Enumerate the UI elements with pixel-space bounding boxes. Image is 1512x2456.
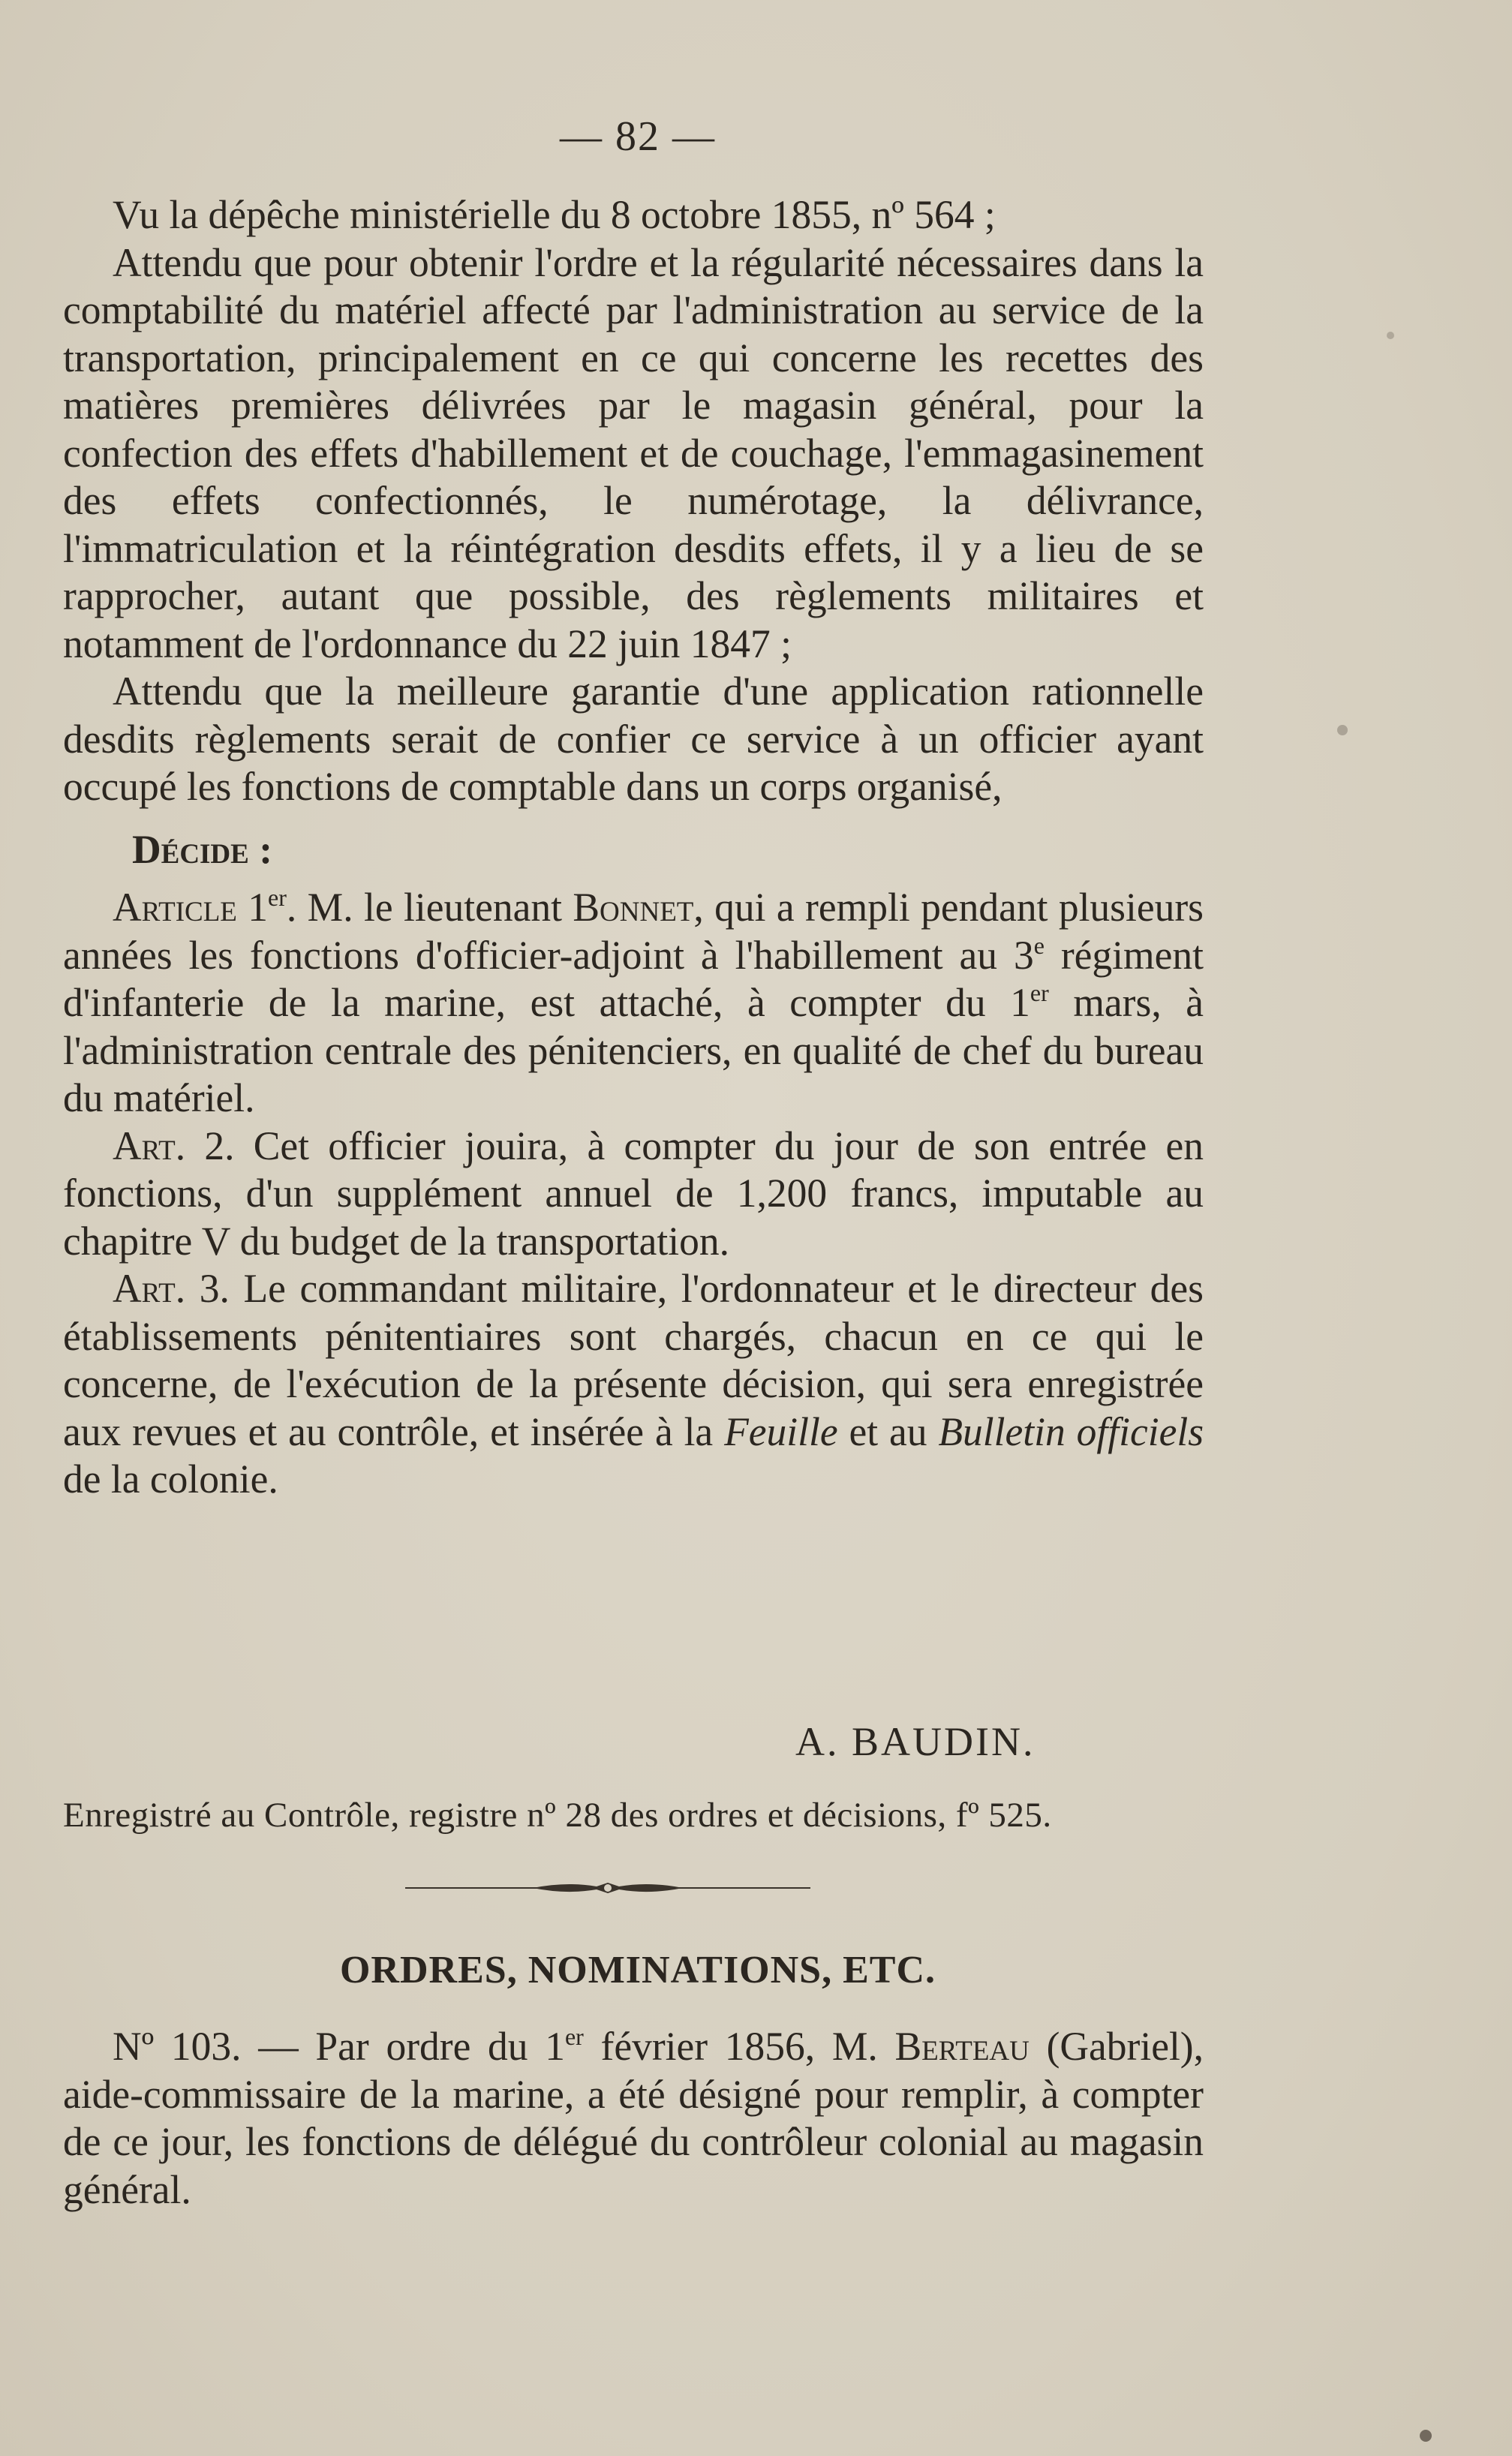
paragraph-attendu-2 <box>63 668 1204 811</box>
article-1-sup2: e <box>1033 931 1045 959</box>
section-title: ORDRES, NOMINATIONS, ETC. <box>339 1949 936 1992</box>
article-2 <box>63 1123 1204 1266</box>
paragraph-vu-text: Vu la dépêche ministérielle du 8 octobre 1855, nº 564 ; <box>113 192 996 237</box>
article-1-mid2: régiment d'infanterie de la marine, est attaché, à compter du 1 <box>63 932 1204 1025</box>
paper-speck <box>1337 725 1348 735</box>
article-2-heading: Art. 2. <box>113 1123 235 1168</box>
article-1-end: mars, à l'administration centrale des pénitenciers, en qualité de chef du bureau du matériel. <box>63 980 1204 1120</box>
page-number: — 82 — <box>560 113 716 160</box>
article-1-mid1: , qui a rempli pendant plusieurs années les fonctions d'officier-adjoint à l'habillement au 3 <box>63 885 1204 978</box>
order-paragraph <box>63 2023 1204 2214</box>
article-1-heading: Article 1 <box>113 885 269 930</box>
article-3-and: et au <box>837 1408 939 1454</box>
article-1-pre: . M. le lieutenant <box>286 885 573 930</box>
signature: A. BAUDIN. <box>795 1719 1036 1764</box>
paper-speck <box>1387 332 1394 339</box>
decision-body <box>63 191 1204 1504</box>
order-pre: — Par ordre du 1 <box>241 2024 565 2069</box>
order-end: (Gabriel), aide-commissaire de la marine, a été désigné pour remplir, à compter de ce jour, les fonctions de délégué du contrôleur colonial au magasin général. <box>63 2024 1204 2212</box>
article-3-heading: Art. 3. <box>113 1266 230 1311</box>
decide-heading: Décide : <box>132 826 273 872</box>
order-number: Nº 103. <box>113 2024 242 2069</box>
ornament-divider-icon <box>405 1878 810 1898</box>
article-1-sup3: er <box>1030 979 1049 1006</box>
paragraph-attendu-1-text: Attendu que pour obtenir l'ordre et la régularité nécessaires dans la comptabilité du matériel affecté par l'administration au service de la transportation, principalement en ce qui concerne les recettes des matières premières délivrées par le magasin général, pour la confection des effets d'habillement et de couchage, l'emmagasinement des effets confectionnés, le numérotage, la délivrance, l'immatriculation et la réintégration desdits effets, il y a lieu de se rapprocher, autant que possible, des règlements militaires et notamment de l'ordonnance du 22 juin 1847 ; <box>63 239 1204 666</box>
order-name: Berteau <box>894 2024 1030 2069</box>
article-1-sup: er <box>268 884 287 911</box>
paragraph-attendu-2-text: Attendu que la meilleure garantie d'une application rationnelle desdits règlements serait de confier ce service à un officier ayant occupé les fonctions de comptable dans un corps organisé, <box>63 669 1204 809</box>
article-1-name: Bonnet <box>573 885 694 930</box>
article-3-bulletin: Bulletin officiels <box>938 1408 1204 1454</box>
registration-note: Enregistré au Contrôle, registre nº 28 des ordres et décisions, fº 525. <box>63 1796 1052 1835</box>
order-mid: février 1856, M. <box>583 2024 895 2069</box>
article-3-feuille: Feuille <box>724 1408 838 1454</box>
paper-speck <box>1420 2430 1432 2442</box>
article-1 <box>63 884 1204 1123</box>
paragraph-vu <box>63 191 1204 239</box>
article-3 <box>63 1265 1204 1504</box>
article-3-text: Le commandant militaire, l'ordonnateur et le directeur des établissements pénitentiaires sont chargés, chacun en ce qui le concerne, de l'exécution de la présente décision, qui sera enregistrée aux revues et au contrôle, et insérée à la <box>63 1266 1204 1454</box>
order-body <box>63 2023 1204 2214</box>
order-sup: er <box>564 2023 584 2050</box>
paragraph-attendu-1 <box>63 239 1204 669</box>
article-2-text: Cet officier jouira, à compter du jour de son entrée en fonctions, d'un supplément annuel de 1,200 francs, imputable au chapitre V du budget de la transportation. <box>63 1123 1204 1264</box>
article-3-end: de la colonie. <box>63 1456 278 1502</box>
